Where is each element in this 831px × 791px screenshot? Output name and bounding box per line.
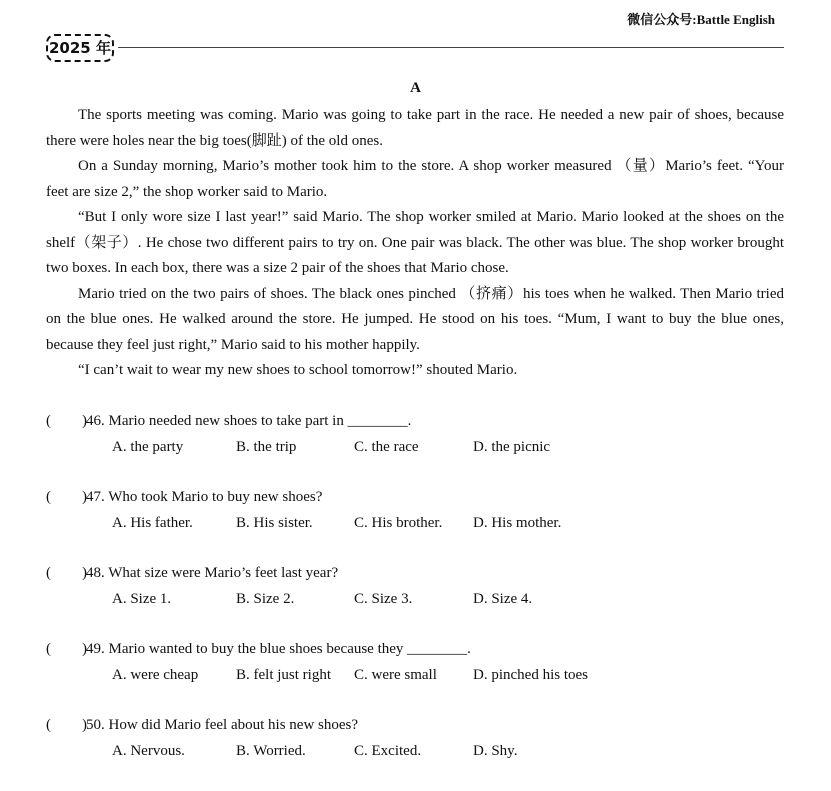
question-list xyxy=(46,408,786,788)
passage-paragraph: Mario tried on the two pairs of shoes. The black ones pinched （挤痛）his toes when he walked. Then Mario tried on the blue ones. He walked around the store. He jumped. He stood on his toes. “Mum, I want to buy the blue ones, because they feel just right,” Mario said to his mother happily. xyxy=(46,285,784,353)
option-c: C. Size 3. xyxy=(354,591,413,607)
answer-paren-open: ( xyxy=(46,489,51,505)
option-a: A. the party xyxy=(112,439,184,455)
answer-paren-close: ) xyxy=(82,565,87,581)
section-title: A xyxy=(410,80,421,96)
question-49 xyxy=(46,636,786,712)
option-d: D. Size 4. xyxy=(473,591,533,607)
answer-paren-open: ( xyxy=(46,565,51,581)
question-stem: 46. Mario needed new shoes to take part in ________. xyxy=(86,413,412,429)
option-c: C. His brother. xyxy=(354,515,443,531)
question-stem: 47. Who took Mario to buy new shoes? xyxy=(86,489,323,505)
option-d: D. the picnic xyxy=(473,439,551,455)
option-d: D. Shy. xyxy=(473,743,518,759)
passage-paragraph: The sports meeting was coming. Mario was going to take part in the race. He needed a new pair of shoes, because there were holes near the big toes(脚趾) of the old ones. xyxy=(46,107,784,149)
option-a: A. Nervous. xyxy=(112,743,185,759)
year-badge: 2025 年 xyxy=(46,34,114,62)
passage-paragraph: “I can’t wait to wear my new shoes to school tomorrow!” shouted Mario. xyxy=(78,362,518,378)
option-d: D. His mother. xyxy=(473,515,562,531)
question-stem: 48. What size were Mario’s feet last year? xyxy=(86,565,339,581)
question-stem: 50. How did Mario feel about his new shoes? xyxy=(86,717,359,733)
answer-paren-close: ) xyxy=(82,489,87,505)
option-b: B. felt just right xyxy=(236,667,331,683)
answer-paren-close: ) xyxy=(82,413,87,429)
question-48 xyxy=(46,560,786,636)
option-b: B. the trip xyxy=(236,439,297,455)
question-50 xyxy=(46,712,786,788)
option-c: C. the race xyxy=(354,439,419,455)
answer-paren-close: ) xyxy=(82,641,87,657)
reading-passage xyxy=(46,103,784,384)
option-c: C. Excited. xyxy=(354,743,422,759)
answer-paren-open: ( xyxy=(46,717,51,733)
option-b: B. Size 2. xyxy=(236,591,295,607)
passage-paragraph: “But I only wore size I last year!” said Mario. The shop worker smiled at Mario. Mario looked at the shoes on the shelf（架子）. He chose two different pairs to try on. One pair was black. The other was blue. The shop worker brought two boxes. In each box, there was a size 2 pair of the shoes that Mario chose. xyxy=(46,209,784,276)
option-a: A. were cheap xyxy=(112,667,199,683)
passage-paragraph: On a Sunday morning, Mario’s mother took him to the store. A shop worker measured （量）Mario’s feet. “Your feet are size 2,” the shop worker said to Mario. xyxy=(46,158,784,200)
option-a: A. Size 1. xyxy=(112,591,172,607)
question-stem: 49. Mario wanted to buy the blue shoes because they ________. xyxy=(86,641,471,657)
option-b: B. His sister. xyxy=(236,515,313,531)
wechat-account-label: 微信公众号:Battle English xyxy=(627,12,775,27)
question-47 xyxy=(46,484,786,560)
option-d: D. pinched his toes xyxy=(473,667,588,683)
option-b: B. Worried. xyxy=(236,743,306,759)
question-46 xyxy=(46,408,786,484)
header-divider xyxy=(118,47,784,48)
option-a: A. His father. xyxy=(112,515,193,531)
answer-paren-open: ( xyxy=(46,413,51,429)
answer-paren-open: ( xyxy=(46,641,51,657)
option-c: C. were small xyxy=(354,667,437,683)
answer-paren-close: ) xyxy=(82,717,87,733)
